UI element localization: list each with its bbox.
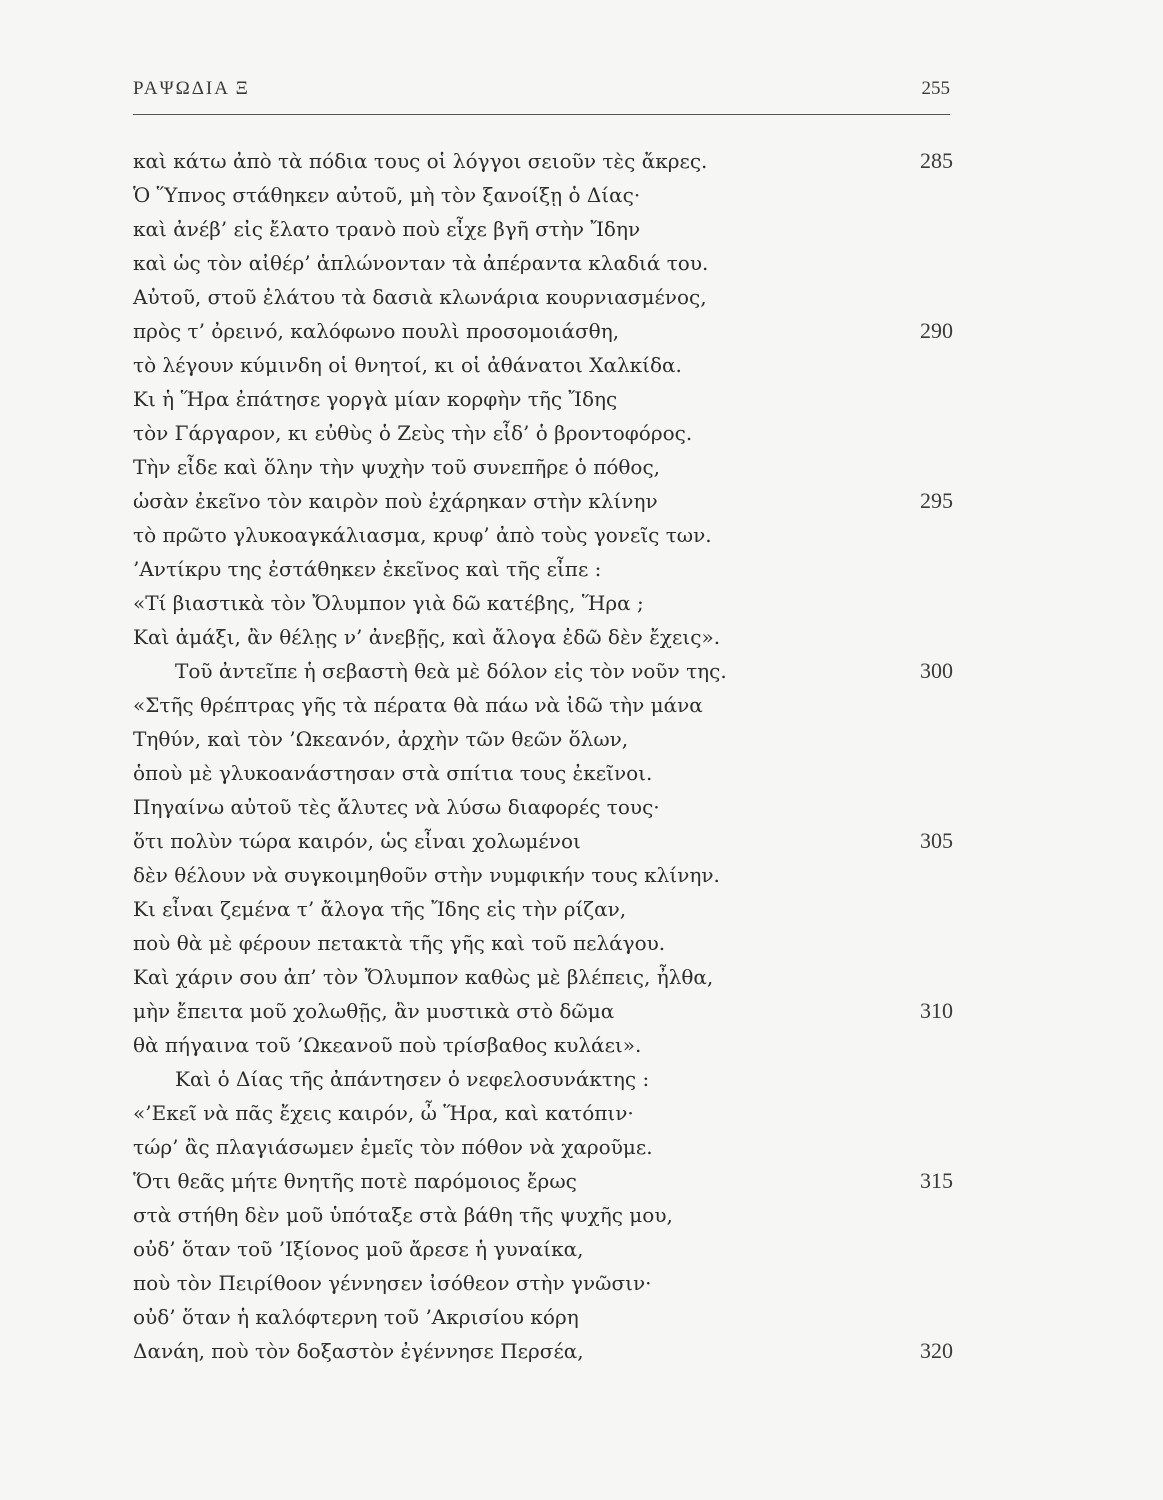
verse-text: ποὺ θὰ μὲ φέρουν πετακτὰ τῆς γῆς καὶ τοῦ πελάγου. (133, 931, 666, 955)
line-number: 320 (920, 1338, 953, 1363)
verse-line (133, 1300, 953, 1334)
verse-line (133, 1334, 953, 1368)
verse-text: οὐδ’ ὅταν τοῦ ’Ιξίονος μοῦ ἄρεσε ἡ γυναίκα, (133, 1237, 584, 1261)
verse-line (133, 450, 953, 484)
verse-line (133, 892, 953, 926)
verse-line (133, 518, 953, 552)
verse-line (133, 688, 953, 722)
line-number: 305 (920, 828, 953, 853)
verse-text: τὸν Γάργαρον, κι εὐθὺς ὁ Ζεὺς τὴν εἶδ’ ὁ βροντοφόρος. (133, 421, 693, 445)
verse-line (133, 858, 953, 892)
verse-text: τώρ’ ἂς πλαγιάσωμεν ἐμεῖς τὸν πόθον νὰ χαροῦμε. (133, 1135, 653, 1159)
verse-text: Κι εἶναι ζεμένα τ’ ἄλογα τῆς Ἴδης εἰς τὴν ρίζαν, (133, 897, 627, 921)
verse-line (133, 586, 953, 620)
verse-line (133, 1096, 953, 1130)
verse-text: ποὺ τὸν Πειρίθοον γέννησεν ἰσόθεον στὴν γνῶσιν· (133, 1271, 652, 1295)
running-header (133, 78, 950, 108)
verse-text: «Τί βιαστικὰ τὸν Ὄλυμπον γιὰ δῶ κατέβης, Ἥρα ; (133, 591, 644, 615)
line-number: 290 (920, 318, 953, 343)
verse-line (133, 824, 953, 858)
verse-text: καὶ κάτω ἀπὸ τὰ πόδια τους οἱ λόγγοι σειοῦν τὲς ἄκρες. (133, 149, 708, 173)
verse-line (133, 790, 953, 824)
verse-text: «’Εκεῖ νὰ πᾶς ἔχεις καιρόν, ὦ Ἥρα, καὶ κατόπιν· (133, 1101, 634, 1125)
verse-line (133, 1266, 953, 1300)
verse-text: τὸ πρῶτο γλυκοαγκάλιασμα, κρυφ’ ἀπὸ τοὺς γονεῖς των. (133, 523, 712, 547)
verse-text: τὸ λέγουν κύμινδη οἱ θνητοί, κι οἱ ἀθάνατοι Χαλκίδα. (133, 353, 682, 377)
verse-block (133, 144, 953, 1368)
verse-line (133, 144, 953, 178)
verse-text: Αὐτοῦ, στοῦ ἐλάτου τὰ δασιὰ κλωνάρια κουρνιασμένος, (133, 285, 707, 309)
verse-line (133, 1198, 953, 1232)
verse-text: θὰ πήγαινα τοῦ ’Ωκεανοῦ ποὺ τρίσβαθος κυλάει». (133, 1033, 642, 1057)
verse-text: καὶ ὡς τὸν αἰθέρ’ ἁπλώνονταν τὰ ἀπέραντα κλαδιά του. (133, 251, 709, 275)
verse-text: Καὶ ἁμάξι, ἂν θέλῃς ν’ ἀνεβῇς, καὶ ἄλογα ἐδῶ δὲν ἔχεις». (133, 625, 721, 649)
verse-line (133, 722, 953, 756)
verse-text: δὲν θέλουν νὰ συγκοιμηθοῦν στὴν νυμφικήν τους κλίνην. (133, 863, 720, 887)
running-title: ΡΑΨΩΔΙΑ Ξ (133, 78, 250, 99)
verse-text: Πηγαίνω αὐτοῦ τὲς ἄλυτες νὰ λύσω διαφορές τους· (133, 795, 660, 819)
verse-line (133, 994, 953, 1028)
verse-line (133, 654, 953, 688)
verse-line (133, 756, 953, 790)
header-rule (133, 114, 950, 115)
verse-line (133, 1062, 953, 1096)
verse-text: Τὴν εἶδε καὶ ὅλην τὴν ψυχὴν τοῦ συνεπῆρε ὁ πόθος, (133, 455, 661, 479)
verse-line (133, 382, 953, 416)
verse-text: «Στῆς θρέπτρας γῆς τὰ πέρατα θὰ πάω νὰ ἰδῶ τὴν μάνα (133, 693, 703, 717)
verse-line (133, 960, 953, 994)
verse-line (133, 1028, 953, 1062)
verse-text: ’Αντίκρυ της ἐστάθηκεν ἐκεῖνος καὶ τῆς εἶπε : (133, 557, 602, 581)
verse-line (133, 620, 953, 654)
page-number: 255 (921, 78, 950, 99)
verse-text: Ὅτι θεᾶς μήτε θνητῆς ποτὲ παρόμοιος ἔρως (133, 1169, 577, 1193)
verse-text: Καὶ χάριν σου ἀπ’ τὸν Ὄλυμπον καθὼς μὲ βλέπεις, ἦλθα, (133, 965, 714, 989)
verse-text: οὐδ’ ὅταν ἡ καλόφτερνη τοῦ ’Ακρισίου κόρη (133, 1305, 579, 1329)
line-number: 315 (920, 1168, 953, 1193)
verse-text: Ὁ Ὕπνος στάθηκεν αὐτοῦ, μὴ τὸν ξανοίξῃ ὁ Δίας· (133, 183, 641, 207)
verse-text: Δανάη, ποὺ τὸν δοξαστὸν ἐγέννησε Περσέα, (133, 1339, 584, 1363)
verse-text: ὁποὺ μὲ γλυκοανάστησαν στὰ σπίτια τους ἐκεῖνοι. (133, 761, 653, 785)
verse-line (133, 212, 953, 246)
verse-text: Τηθύν, καὶ τὸν ’Ωκεανόν, ἀρχὴν τῶν θεῶν ὅλων, (133, 727, 629, 751)
verse-line (133, 280, 953, 314)
verse-line (133, 314, 953, 348)
verse-line (133, 246, 953, 280)
verse-line (133, 348, 953, 382)
verse-line (133, 1130, 953, 1164)
verse-text: στὰ στήθη δὲν μοῦ ὑπόταξε στὰ βάθη τῆς ψυχῆς μου, (133, 1203, 673, 1227)
verse-text: Κι ἡ Ἥρα ἐπάτησε γοργὰ μίαν κορφὴν τῆς Ἴδης (133, 387, 618, 411)
verse-line (133, 178, 953, 212)
verse-text: ὅτι πολὺν τώρα καιρόν, ὡς εἶναι χολωμένοι (133, 829, 581, 853)
line-number: 285 (920, 148, 953, 173)
verse-line (133, 416, 953, 450)
line-number: 295 (920, 488, 953, 513)
verse-text: καὶ ἀνέβ’ εἰς ἔλατο τρανὸ ποὺ εἶχε βγῆ στὴν Ἴδην (133, 217, 641, 241)
verse-line (133, 484, 953, 518)
verse-text: πρὸς τ’ ὀρεινό, καλόφωνο πουλὶ προσομοιάσθη, (133, 319, 620, 343)
verse-text: ὡσὰν ἐκεῖνο τὸν καιρὸν ποὺ ἐχάρηκαν στὴν κλίνην (133, 489, 658, 513)
verse-text: Τοῦ ἀντεῖπε ἡ σεβαστὴ θεὰ μὲ δόλον εἰς τὸν νοῦν της. (175, 659, 727, 683)
verse-text: Καὶ ὁ Δίας τῆς ἀπάντησεν ὁ νεφελοσυνάκτης : (175, 1067, 650, 1091)
line-number: 300 (920, 658, 953, 683)
line-number: 310 (920, 998, 953, 1023)
verse-line (133, 552, 953, 586)
verse-text: μὴν ἔπειτα μοῦ χολωθῇς, ἂν μυστικὰ στὸ δῶμα (133, 999, 615, 1023)
verse-line (133, 926, 953, 960)
verse-line (133, 1232, 953, 1266)
verse-line (133, 1164, 953, 1198)
